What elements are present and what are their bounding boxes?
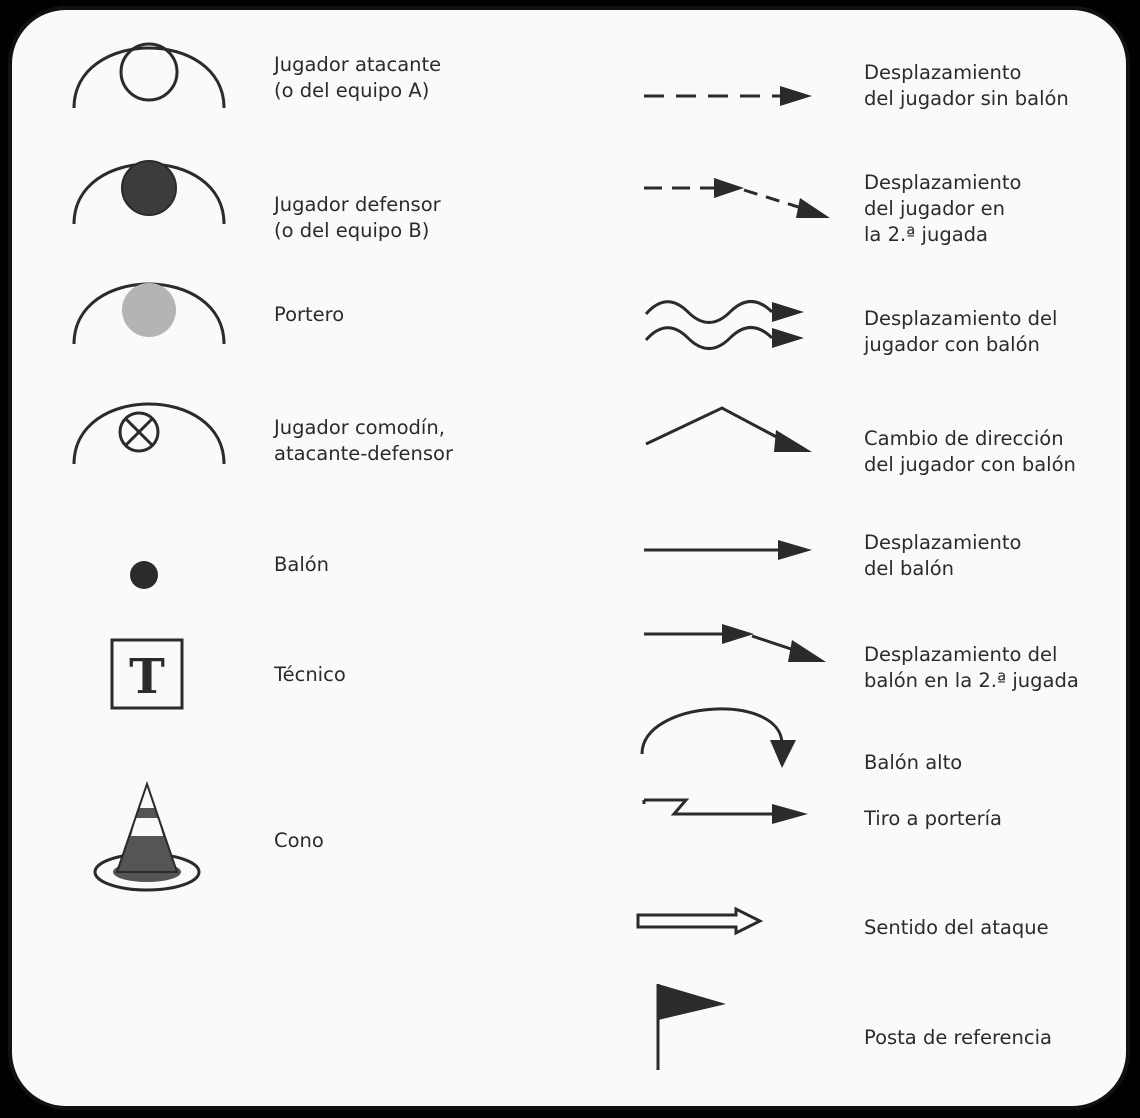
coach-icon-letter: T (129, 649, 165, 705)
ball-move-second-label: Desplazamiento del balón en la 2.ª jugada (864, 643, 1079, 692)
direction-change-label: Cambio de dirección del jugador con balón (864, 427, 1076, 476)
wildcard-label: Jugador comodín, atacante-defensor (274, 416, 453, 465)
attack-direction-label: Sentido del ataque (864, 916, 1049, 939)
attacker-player-icon (64, 36, 234, 116)
flag-icon (646, 978, 736, 1078)
hollow-arrow-icon (634, 906, 774, 936)
attacker-label: Jugador atacante (o del equipo A) (274, 53, 442, 102)
wavy-arrow-icon (640, 292, 820, 362)
dashed-arrow-icon (640, 76, 820, 116)
move-second-play-label: Desplazamiento del jugador en la 2.ª jugada (864, 171, 1022, 246)
wildcard-player-icon (64, 392, 234, 472)
zigzag-arrow-icon (640, 400, 820, 460)
shot-label: Tiro a portería (864, 807, 1002, 830)
coach-label: Técnico (274, 663, 346, 686)
legend-panel (8, 6, 1130, 1110)
dashed-double-arrow-icon (640, 170, 840, 230)
defender-label: Jugador defensor (o del equipo B) (274, 193, 441, 242)
coach-icon (110, 638, 186, 712)
solid-arrow-icon (640, 530, 820, 570)
goalkeeper-label: Portero (274, 303, 345, 326)
move-no-ball-label: Desplazamiento del jugador sin balón (864, 61, 1069, 110)
high-ball-label: Balón alto (864, 751, 963, 774)
curved-arrow-icon (634, 706, 814, 776)
ball-icon (129, 560, 159, 590)
cone-label: Cono (274, 829, 324, 852)
defender-player-icon (64, 152, 234, 232)
move-with-ball-label: Desplazamiento del jugador con balón (864, 307, 1058, 356)
goalkeeper-icon (64, 272, 234, 352)
solid-double-arrow-icon (640, 616, 840, 676)
reference-post-label: Posta de referencia (864, 1026, 1053, 1049)
cone-icon (92, 778, 202, 898)
ball-move-label: Desplazamiento del balón (864, 531, 1022, 580)
ball-label: Balón (274, 553, 330, 576)
shot-arrow-icon (638, 790, 818, 830)
